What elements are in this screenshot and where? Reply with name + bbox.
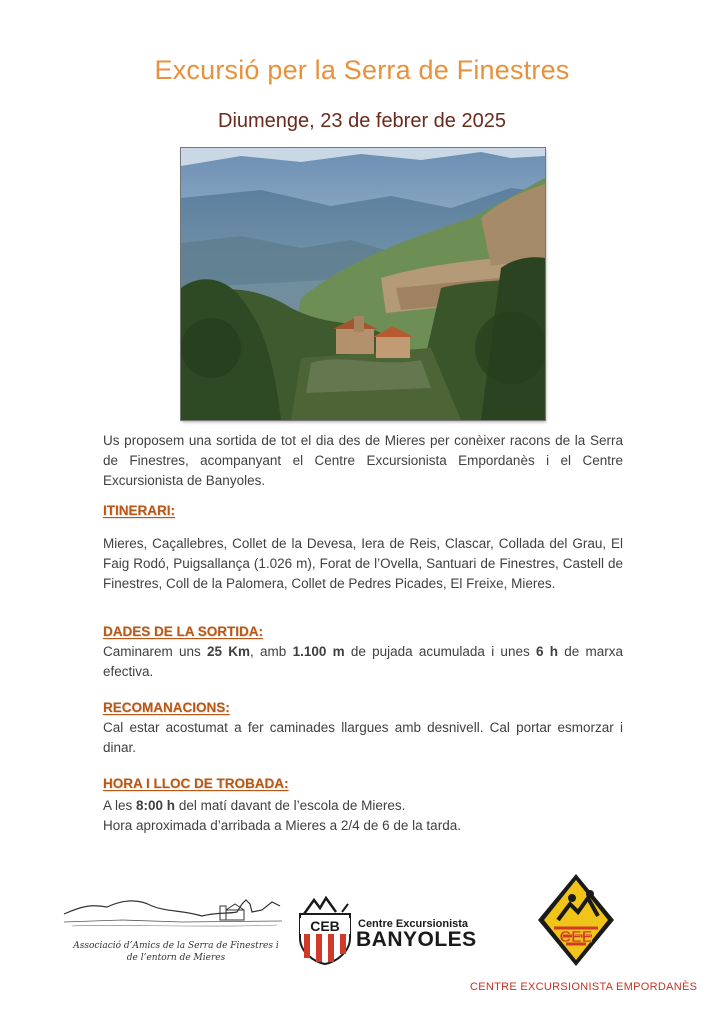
dades-text-3: de pujada acumulada i unes	[344, 644, 536, 659]
meeting-time: 8:00 h	[136, 798, 176, 813]
landscape-photo	[181, 148, 545, 420]
ceb-line-1: Centre Excursionista	[358, 918, 469, 930]
intro-paragraph: Us proposem una sortida de tot el dia des de Mieres per conèixer racons de la Serra de Finestres, acompanyant el Centre Excursionista Empordanès i el Centre Excursionista de Banyoles.	[103, 433, 623, 488]
ceb-mark: CEB	[310, 918, 340, 934]
trobada-line-2: Hora aproximada d’arribada a Mieres a 2/4 de 6 de la tarda.	[103, 818, 461, 833]
mountain-sketch-icon	[62, 892, 284, 940]
dades-heading: DADES DE LA SORTIDA:	[103, 624, 264, 639]
ascent-value: 1.100 m	[292, 644, 345, 659]
trobada-text-1: A les	[103, 798, 137, 813]
cee-logo	[536, 872, 616, 968]
dades-text-1: Caminarem uns	[103, 644, 208, 659]
dades-text-4: de marxa efectiva.	[103, 644, 623, 679]
trobada-line-1	[103, 796, 623, 816]
ceb-line-2: BANYOLES	[356, 928, 477, 951]
dades-text-2: , amb	[250, 644, 293, 659]
trobada-text-2: del matí davant de l’escola de Mieres.	[175, 798, 406, 813]
dades-text	[103, 642, 623, 682]
recomanacions-text: Cal estar acostumat a fer caminades llargues amb desnivell. Cal portar esmorzar i dinar.	[103, 720, 623, 755]
cee-diamond-icon	[536, 872, 616, 968]
ceb-logo	[296, 896, 486, 966]
distance-value: 25 Km	[207, 644, 251, 659]
page-title: Excursió per la Serra de Finestres	[154, 55, 570, 85]
ceb-shield-icon	[296, 896, 354, 966]
assoc-caption	[68, 940, 284, 964]
trobada-text	[103, 796, 623, 836]
recomanacions-heading: RECOMANACIONS:	[103, 700, 230, 715]
cee-caption: CENTRE EXCURSIONISTA EMPORDANÈS	[470, 981, 698, 993]
hours-value: 6 h	[535, 644, 558, 659]
itinerari-text: Mieres, Caçallebres, Collet de la Devesa, Iera de Reis, Clascar, Collada del Grau, El Faig Rodó, Puigsallança (1.026 m), Forat de l’Ovella, Santuari de Finestres, Castell de Finestres, Coll de la Palomera, Collet de Pedres Picades, El Freixe, Mieres.	[103, 536, 623, 591]
assoc-logo	[62, 892, 284, 970]
trobada-heading: HORA I LLOC DE TROBADA:	[103, 776, 289, 791]
assoc-caption-line-2: de l’entorn de Mieres	[126, 953, 226, 963]
cee-mark: CEE	[559, 929, 593, 946]
itinerari-heading: ITINERARI:	[103, 503, 175, 518]
event-date: Diumenge, 23 de febrer de 2025	[218, 110, 506, 132]
assoc-caption-line-1: Associació d’Amics de la Serra de Finestres i	[73, 941, 279, 951]
